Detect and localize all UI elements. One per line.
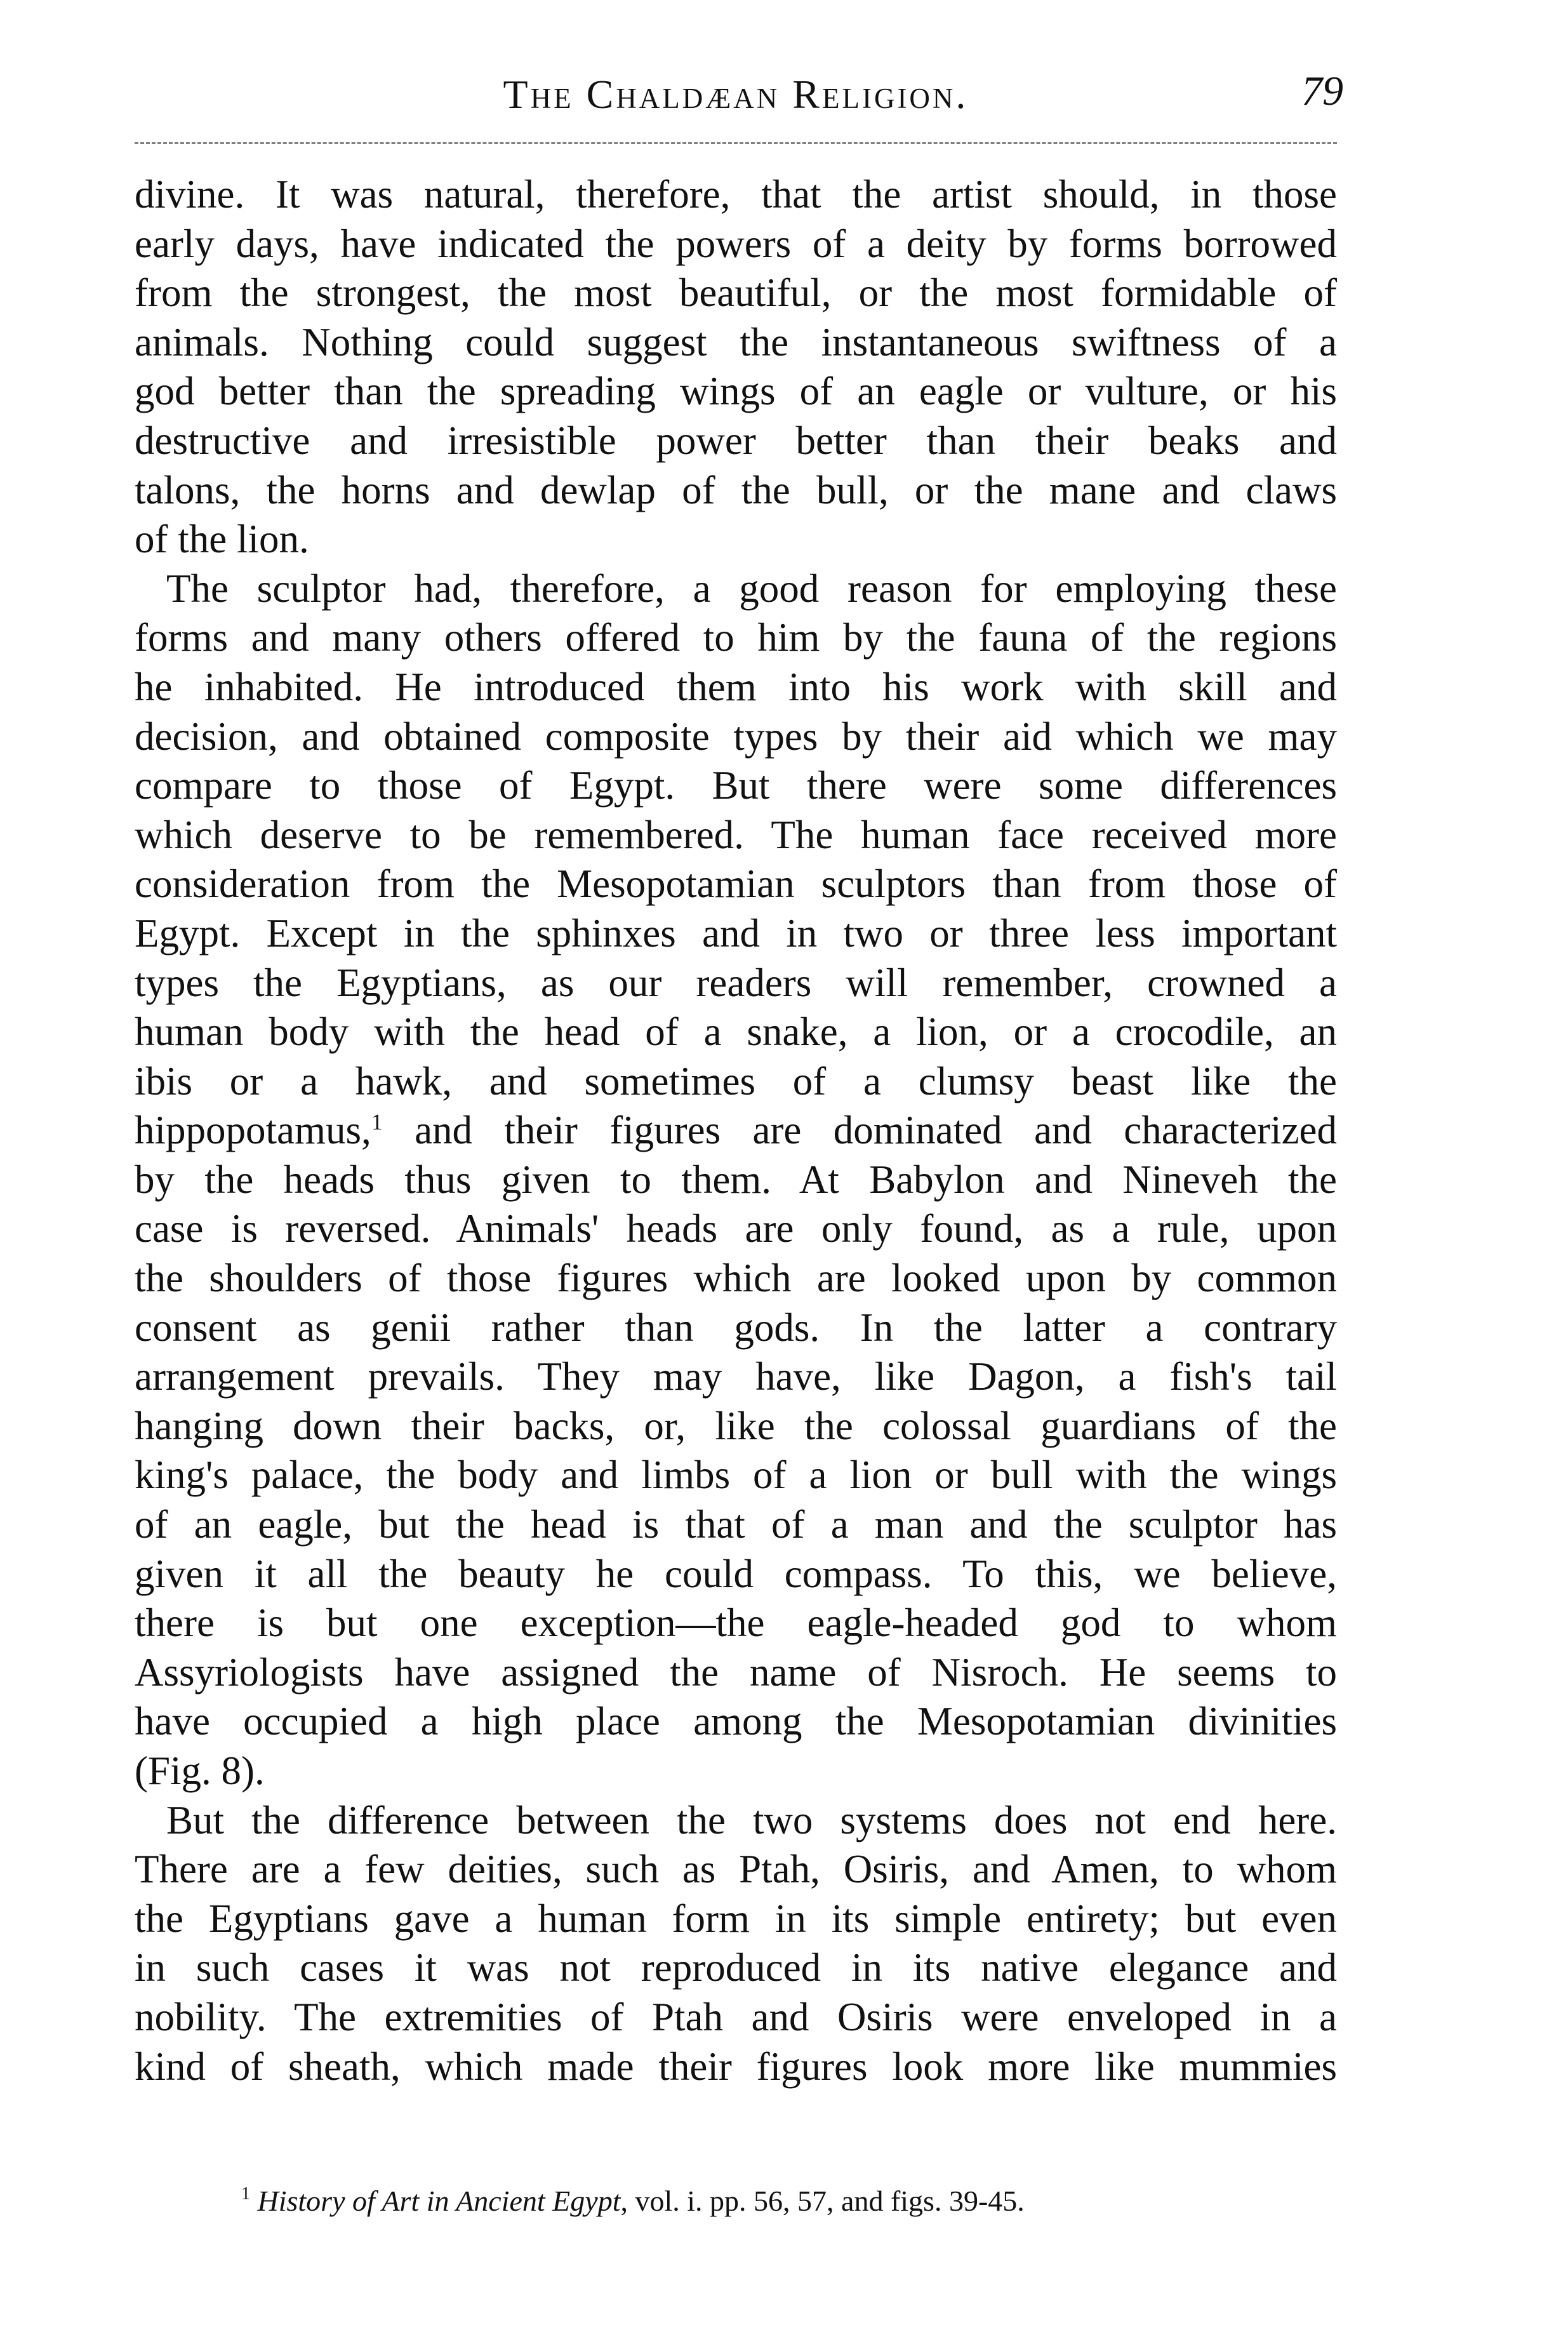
line-text: early days, have indicated the powers of a deity by forms borrowed (135, 221, 1337, 266)
footnote (241, 2184, 1025, 2218)
line-text: there is but one exception—the eagle-headed god to whom (135, 1601, 1337, 1646)
text-line (135, 466, 1337, 516)
line-text: have occupied a high place among the Mesopotamian divinities (135, 1699, 1337, 1744)
text-line (135, 712, 1337, 762)
text-line (135, 959, 1337, 1008)
text-line (135, 909, 1337, 959)
text-line (135, 1796, 1337, 1846)
line-text-continued: and their figures are dominated and characterized (382, 1108, 1337, 1153)
footnote-title: History of Art in Ancient Egypt (257, 2185, 621, 2217)
page-header (135, 68, 1343, 122)
line-text: animals. Nothing could suggest the instantaneous swiftness of a (135, 319, 1337, 364)
line-text: king's palace, the body and limbs of a lion or bull with the wings (135, 1453, 1337, 1498)
text-line (135, 1500, 1337, 1550)
line-text: of an eagle, but the head is that of a man and the sculptor has (135, 1502, 1337, 1547)
text-line (135, 416, 1337, 466)
line-text: arrangement prevails. They may have, like Dagon, a fish's tail (135, 1354, 1337, 1399)
line-text: by the heads thus given to them. At Babylon and Nineveh the (135, 1157, 1337, 1202)
line-text: given it all the beauty he could compass. To this, we believe, (135, 1551, 1337, 1596)
text-line (135, 1993, 1337, 2042)
line-text: the shoulders of those figures which are looked upon by common (135, 1256, 1337, 1301)
line-text: god better than the spreading wings of an eagle or vulture, or his (135, 369, 1337, 414)
text-line (135, 860, 1337, 909)
text-line (135, 1204, 1337, 1254)
text-line (135, 1697, 1337, 1747)
line-text: nobility. The extremities of Ptah and Osiris were enveloped in a (135, 1994, 1337, 2039)
text-line (135, 1599, 1337, 1648)
text-line (135, 761, 1337, 811)
text-line (135, 220, 1337, 269)
text-line (135, 1106, 1337, 1155)
text-line (135, 1747, 1337, 1796)
page-number: 79 (1301, 68, 1343, 114)
line-text: he inhabited. He introduced them into his work with skill and (135, 664, 1337, 709)
text-line (135, 1352, 1337, 1402)
line-text: divine. It was natural, therefore, that the artist should, in those (135, 172, 1337, 216)
line-text: the Egyptians gave a human form in its simple entirety; but even (135, 1896, 1337, 1941)
text-line (135, 1648, 1337, 1698)
text-line (135, 367, 1337, 416)
text-line (135, 564, 1337, 614)
line-text: But the difference between the two systems does not end here. (166, 1797, 1337, 1842)
line-text: decision, and obtained composite types by their aid which we may (135, 714, 1337, 759)
line-text: Egypt. Except in the sphinxes and in two or three less important (135, 910, 1337, 956)
line-text: destructive and irresistible power better than their beaks and (135, 418, 1337, 463)
line-text: consideration from the Mesopotamian sculptors than from those of (135, 862, 1337, 907)
line-text: consent as genii rather than gods. In the latter a contrary (135, 1305, 1337, 1350)
text-line (135, 1008, 1337, 1057)
line-text: There are a few deities, such as Ptah, Osiris, and Amen, to whom (135, 1847, 1337, 1892)
line-text: (Fig. 8). (135, 1748, 265, 1793)
line-text: talons, the horns and dewlap of the bull, or the mane and claws (135, 467, 1337, 512)
text-line (135, 1550, 1337, 1599)
line-text: of the lion. (135, 517, 309, 562)
text-line (135, 613, 1337, 663)
line-text: Assyriologists have assigned the name of Nisroch. He seems to (135, 1649, 1337, 1695)
footnote-citation: , vol. i. pp. 56, 57, and figs. 39-45. (620, 2185, 1025, 2217)
line-text: case is reversed. Animals' heads are only found, as a rule, upon (135, 1206, 1337, 1251)
text-line (135, 318, 1337, 368)
text-line (135, 1155, 1337, 1205)
text-line (135, 811, 1337, 860)
line-text: The sculptor had, therefore, a good reason for employing these (166, 566, 1337, 611)
text-line (135, 1057, 1337, 1107)
line-text: in such cases it was not reproduced in its native elegance and (135, 1945, 1337, 1990)
footnote-marker: 1 (241, 2184, 250, 2204)
line-text: compare to those of Egypt. But there were some differences (135, 763, 1337, 808)
text-line (135, 1845, 1337, 1895)
body-text (135, 170, 1337, 2091)
line-text: kind of sheath, which made their figures look more like mummies (135, 2044, 1337, 2089)
line-text: human body with the head of a snake, a lion, or a crocodile, an (135, 1009, 1337, 1055)
line-text: from the strongest, the most beautiful, or the most formidable of (135, 270, 1337, 316)
text-line (135, 1943, 1337, 1993)
line-text: ibis or a hawk, and sometimes of a clumsy beast like the (135, 1058, 1337, 1103)
footnote-reference: 1 (371, 1109, 383, 1135)
line-text: types the Egyptians, as our readers will remember, crowned a (135, 960, 1337, 1005)
line-text: hanging down their backs, or, like the colossal guardians of the (135, 1403, 1337, 1448)
text-line (135, 515, 1337, 564)
text-line (135, 170, 1337, 220)
text-line (135, 2042, 1337, 2092)
line-text: hippopotamus, (135, 1108, 371, 1153)
text-line (135, 1895, 1337, 1944)
line-text: forms and many others offered to him by the fauna of the regions (135, 615, 1337, 660)
text-line (135, 269, 1337, 318)
text-line (135, 663, 1337, 712)
header-rule (135, 142, 1337, 144)
text-line (135, 1402, 1337, 1451)
line-text: which deserve to be remembered. The human face received more (135, 812, 1337, 857)
running-head: The Chaldæan Religion. (503, 72, 969, 117)
text-line (135, 1303, 1337, 1353)
text-line (135, 1451, 1337, 1500)
text-line (135, 1254, 1337, 1303)
